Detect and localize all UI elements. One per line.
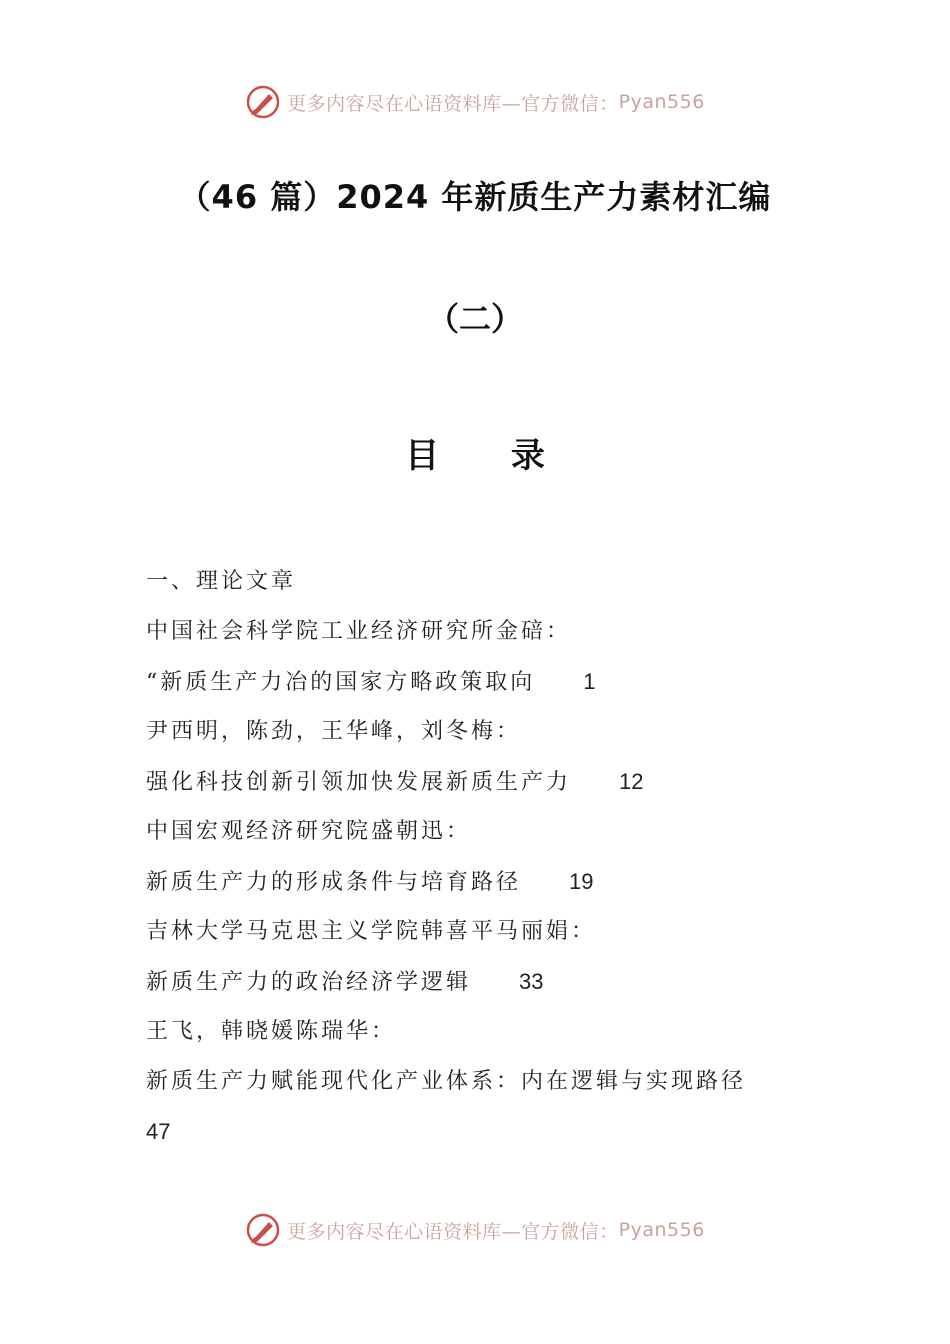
toc-heading: 目 录 <box>405 436 575 476</box>
toc-entry-page: 33 <box>519 969 544 994</box>
toc-entry-page: 12 <box>619 769 644 794</box>
toc-entry-page: 19 <box>569 869 594 894</box>
toc-section-heading: 一、理论文章 <box>146 569 297 594</box>
toc-entry-author: 吉林大学马克思主义学院韩喜平马丽娟： <box>146 919 597 944</box>
document-title: （46 篇）2024 年新质生产力素材汇编 <box>178 178 772 216</box>
toc-entry <box>146 762 816 812</box>
watermark-wechat-id: Pyan556 <box>618 91 705 113</box>
toc-entry <box>146 962 816 1012</box>
watermark-footer <box>0 1210 950 1250</box>
toc-entry-title: 新质生产力的形成条件与培育路径 <box>146 870 522 895</box>
toc-entry-author: 王飞，韩晓媛陈瑞华： <box>146 1019 397 1044</box>
document-subtitle: （二） <box>426 300 523 338</box>
table-of-contents <box>146 562 816 1162</box>
watermark-wechat-id: Pyan556 <box>618 1219 705 1241</box>
toc-entry-author: 尹西明，陈劲，王华峰，刘冬梅： <box>146 719 522 744</box>
toc-entry-title: 强化科技创新引领加快发展新质生产力 <box>146 770 572 795</box>
toc-entry-title: “新质生产力冶的国家方略政策取向 <box>146 670 536 695</box>
toc-entry-title: 新质生产力赋能现代化产业体系：内在逻辑与实现路径 <box>146 1069 747 1094</box>
toc-entry-page: 1 <box>583 669 596 694</box>
toc-entry-page: 47 <box>146 1119 171 1144</box>
watermark-text: 更多内容尽在心语资料库—官方微信： <box>287 1220 619 1243</box>
pen-logo-icon <box>245 1212 281 1248</box>
toc-entry-author: 中国宏观经济研究院盛朝迅： <box>146 819 472 844</box>
toc-entry-author: 中国社会科学院工业经济研究所金碚： <box>146 619 572 644</box>
toc-entry <box>146 862 816 912</box>
watermark-text: 更多内容尽在心语资料库—官方微信： <box>287 92 619 115</box>
watermark-header <box>0 82 950 122</box>
toc-entry <box>146 662 816 712</box>
pen-logo-icon <box>245 84 281 120</box>
toc-entry-title: 新质生产力的政治经济学逻辑 <box>146 970 472 995</box>
